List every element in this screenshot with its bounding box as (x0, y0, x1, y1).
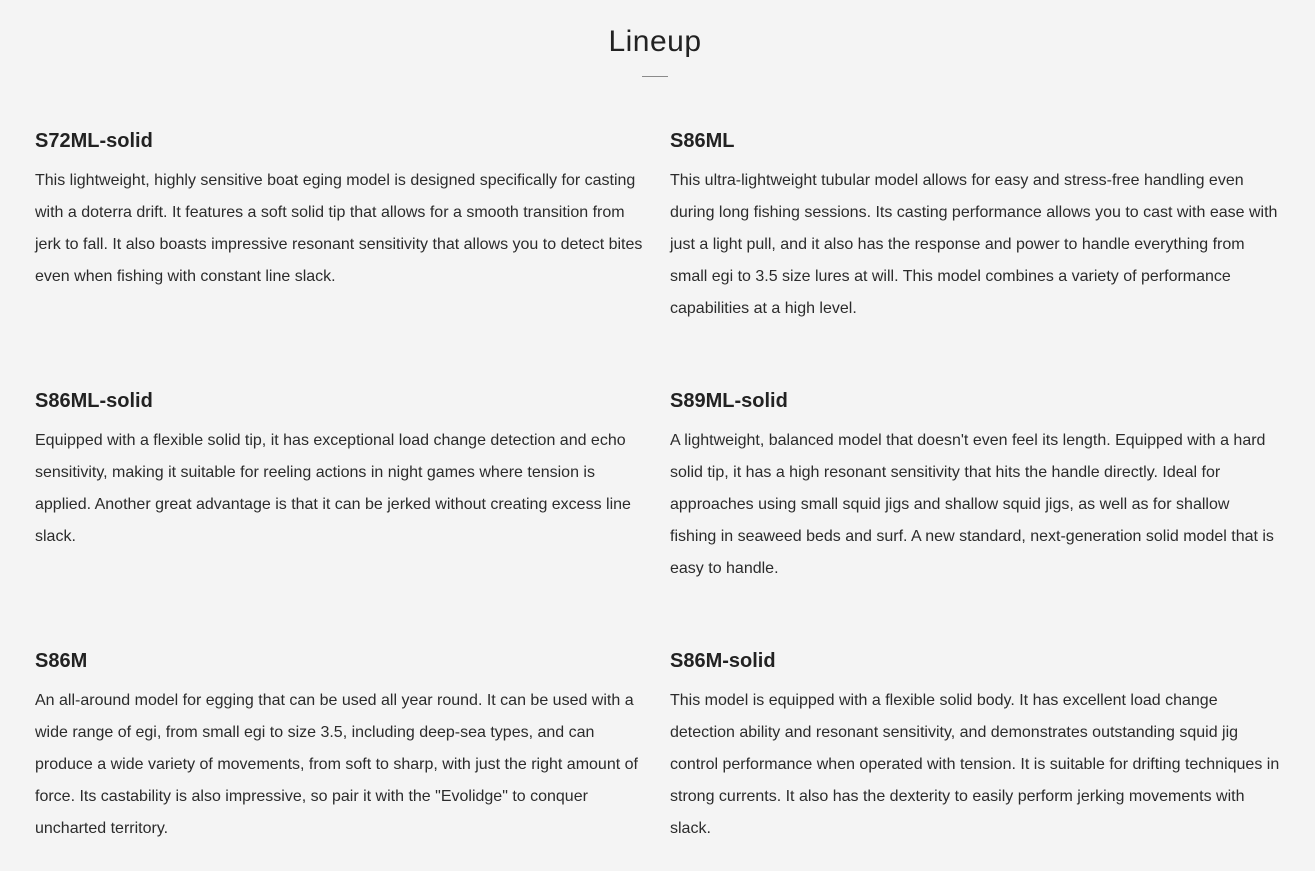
model-name: S86ML-solid (35, 390, 153, 412)
lineup-grid (35, 126, 1280, 871)
model-card-s72ml-solid (35, 126, 645, 386)
model-description: An all-around model for egging that can be used all year round. It can be used with a wide range of egi, from small egi to size 3.5, including deep-sea types, and can produce a wide variety of movements, from soft to sharp, with just the right amount of force. Its castability is also impressive, so pair it with the "Evolidge" to conquer uncharted territory. (35, 692, 638, 837)
model-card-s86m-solid (670, 646, 1280, 871)
title-divider (642, 76, 668, 77)
model-name: S86M-solid (670, 650, 776, 672)
section-title: Lineup (608, 25, 702, 58)
model-name: S86ML (670, 130, 735, 152)
model-name: S89ML-solid (670, 390, 788, 412)
model-card-s89ml-solid (670, 386, 1280, 646)
model-description: Equipped with a flexible solid tip, it has exceptional load change detection and echo sensitivity, making it suitable for reeling actions in night games where tension is applied. Another great advantage is that it can be jerked without creating excess line slack. (35, 432, 631, 545)
model-description: A lightweight, balanced model that doesn't even feel its length. Equipped with a hard solid tip, it has a high resonant sensitivity that hits the handle directly. Ideal for approaches using small squid jigs and shallow squid jigs, as well as for shallow fishing in seaweed beds and surf. A new standard, next-generation solid model that is easy to handle. (670, 432, 1274, 577)
model-name: S72ML-solid (35, 130, 153, 152)
model-card-s86ml (670, 126, 1280, 386)
model-name: S86M (35, 650, 88, 672)
model-description: This model is equipped with a flexible solid body. It has excellent load change detection ability and resonant sensitivity, and demonstrates outstanding squid jig control performance when operated with tension. It is suitable for drifting techniques in strong currents. It also has the dexterity to easily perform jerking movements with slack. (670, 692, 1280, 837)
model-card-s86ml-solid (35, 386, 645, 646)
model-description: This ultra-lightweight tubular model allows for easy and stress-free handling even during long fishing sessions. Its casting performance allows you to cast with ease with just a light pull, and it also has the response and power to handle everything from small egi to 3.5 size lures at will. This model combines a variety of performance capabilities at a high level. (670, 172, 1278, 317)
model-description: This lightweight, highly sensitive boat eging model is designed specifically for casting with a doterra drift. It features a soft solid tip that allows for a smooth transition from jerk to fall. It also boasts impressive resonant sensitivity that allows you to detect bites even when fishing with constant line slack. (35, 172, 643, 285)
model-card-s86m (35, 646, 645, 871)
